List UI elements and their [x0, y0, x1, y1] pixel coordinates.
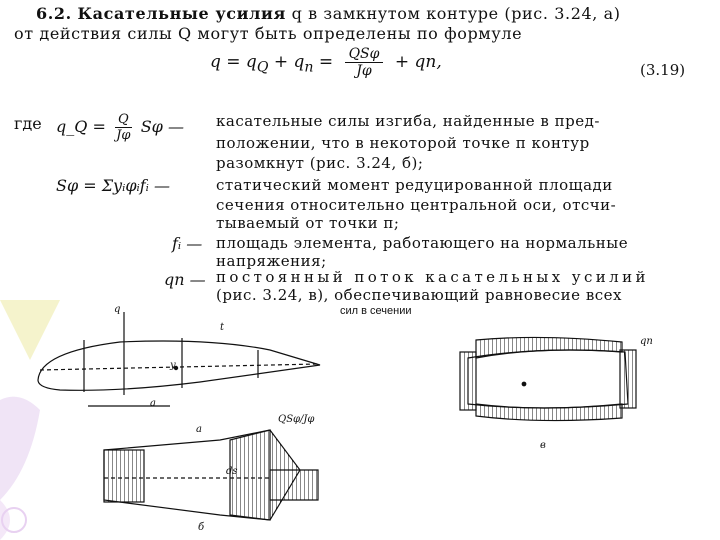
where-word: где — [14, 114, 42, 133]
hatch-left — [104, 450, 144, 502]
section-title-rest: q в замкнутом контуре (рис. 3.24, а) — [285, 4, 621, 23]
qs-label: QSφ/Jφ — [278, 414, 315, 425]
formula-numerator: QSφ — [345, 46, 384, 63]
s-symbol: Sφ = Σyᵢφᵢfᵢ — — [56, 176, 170, 195]
center-dot-v — [522, 382, 526, 386]
hatch-v-left — [460, 352, 476, 410]
qq-text-2: положении, что в некоторой точке п контур — [216, 134, 590, 152]
t-label: t — [220, 322, 225, 333]
f-text-1: площадь элемента, работающего на нормальные — [216, 234, 629, 252]
section-title-bold: Касательные усилия — [77, 4, 286, 23]
dim-a-label: a — [150, 398, 156, 409]
f-symbol: fᵢ — — [172, 234, 203, 253]
s-text-2: сечения относительно центральной оси, отсчи- — [216, 196, 617, 214]
airfoil-chord — [40, 364, 318, 370]
formula-sub-n: п — [304, 59, 314, 76]
s-text-1: статический момент редуцированной площади — [216, 176, 613, 194]
slide-decoration — [0, 300, 60, 540]
figure-v-label: в — [540, 440, 546, 451]
figure-b-section — [104, 430, 318, 520]
equation-number: (3.19) — [640, 61, 686, 79]
hatch-v-bottom — [476, 404, 622, 421]
qn-text-1: постоянный поток касательных усилий — [216, 268, 649, 286]
airfoil-outline — [38, 341, 320, 390]
hatch-v-top — [476, 337, 622, 358]
qq-num: Q — [115, 112, 132, 128]
qn-label: qп — [640, 336, 653, 347]
hatch-v-right — [620, 350, 636, 408]
section-number: 6.2. — [36, 4, 72, 23]
f-text-2: напряжения; — [216, 252, 327, 270]
formula-sub-q: Q — [256, 59, 269, 76]
q-axis-label: q — [114, 304, 121, 315]
s-text-3: тываемый от точки п; — [216, 214, 400, 232]
formula-tail: + qп, — [394, 52, 442, 72]
formula-plus: + q — [268, 52, 305, 72]
qn-text-2: (рис. 3.24, в), обеспечивающий равновесие всех — [216, 286, 623, 304]
qq-text-1: касательные силы изгиба, найденные в пред- — [216, 112, 600, 130]
qq-den: Jφ — [116, 128, 131, 143]
qq-symbol-text: q_Q = — [56, 117, 106, 136]
formula-denominator: Jφ — [356, 63, 372, 79]
figure-a-label: а — [196, 424, 202, 435]
figure-b-label: б — [198, 522, 205, 533]
formula-lhs: q = q — [210, 52, 257, 72]
overlay-caption: сил в сечении — [340, 305, 412, 317]
ds-label: ds — [226, 466, 238, 477]
yellow-decor-shape — [0, 300, 60, 360]
lilac-decor-shape — [0, 397, 40, 500]
qq-tail: Sφ — — [140, 117, 184, 136]
figure-a-airfoil — [38, 312, 320, 406]
y-label: y — [170, 360, 176, 371]
contour-v-outline — [468, 350, 628, 408]
intro-line: от действия силы Q могут быть определены по формуле — [14, 24, 523, 43]
figure-v-contour — [460, 337, 636, 420]
qn-symbol: qп — — [164, 270, 206, 289]
qq-text-3: разомкнут (рис. 3.24, б); — [216, 154, 424, 172]
hatch-far-right — [270, 470, 318, 500]
formula-equals: = — [313, 52, 334, 72]
